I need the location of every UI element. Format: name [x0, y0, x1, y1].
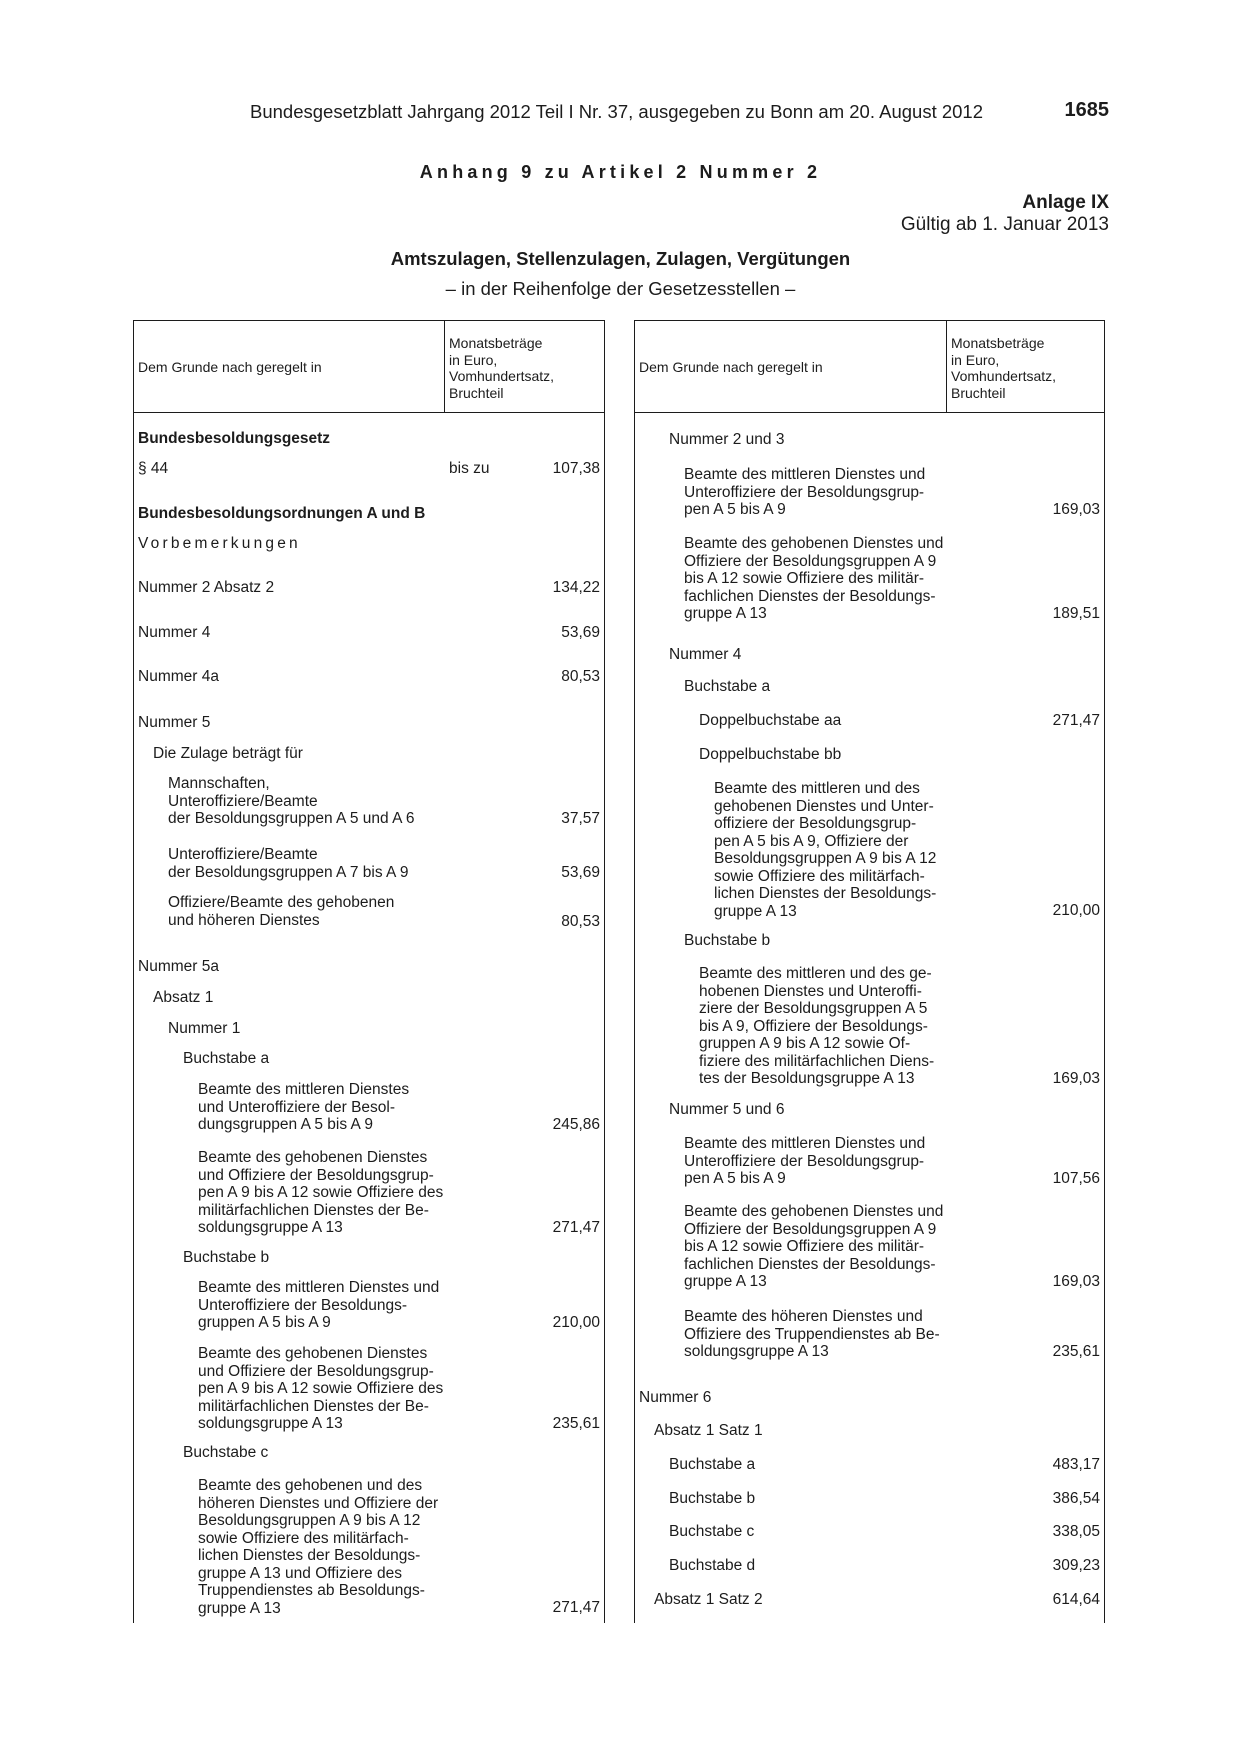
row-value: 134,22 — [552, 579, 600, 596]
row-value: 169,03 — [1052, 1273, 1100, 1290]
row-label: Buchstabe c — [669, 1523, 755, 1540]
row-label: Nummer 4a — [138, 668, 219, 685]
row-value: 614,64 — [1052, 1591, 1100, 1608]
row-label: Nummer 6 — [639, 1389, 712, 1406]
document-subtitle: – in der Reihenfolge der Gesetzesstellen – — [445, 278, 796, 299]
row-label: Nummer 4 — [669, 646, 742, 663]
row-value: 80,53 — [561, 913, 600, 930]
row-value: 53,69 — [561, 863, 600, 881]
row-label: Beamte des mittleren Dienstes und Unteroffiziere der Besol- dungsgruppen A 5 bis A 9 — [198, 1081, 410, 1133]
row-label: Nummer 5 — [138, 714, 211, 731]
row-value: 271,47 — [552, 1599, 600, 1616]
row-value: 309,23 — [1052, 1557, 1100, 1574]
row-label: Beamte des gehobenen und des höheren Dienstes und Offiziere der Besoldungsgruppen A 9 bis A 12 sowie Offiziere des militärfach- lichen Dienstes der Besoldungs- gruppe A 13 und Offiziere des Truppendienstes ab Besoldungs- gruppe A 13 — [198, 1477, 439, 1617]
row-label: Beamte des mittleren Dienstes und Unteroffiziere der Besoldungs- gruppen A 5 bis A 9 — [198, 1279, 440, 1331]
row-label: Vorbemerkungen — [138, 535, 301, 552]
row-label: Bundesbesoldungsordnungen A und B — [138, 505, 426, 522]
row-value: 210,00 — [1052, 902, 1100, 919]
anlage-label: Anlage IX — [1022, 192, 1109, 213]
column-separator — [444, 321, 445, 412]
row-label: Beamte des mittleren Dienstes und Unteroffiziere der Besoldungsgrup- pen A 5 bis A 9 — [684, 466, 926, 518]
row-label: Buchstabe c — [183, 1444, 269, 1461]
row-label: Unteroffiziere/Beamte der Besoldungsgruppen A 7 bis A 9 — [168, 846, 409, 881]
row-label: Beamte des mittleren Dienstes und Unteroffiziere der Besoldungsgrup- pen A 5 bis A 9 — [684, 1135, 926, 1187]
row-value: 245,86 — [552, 1116, 600, 1133]
row-value: 107,56 — [1052, 1170, 1100, 1187]
row-label: Nummer 1 — [168, 1020, 241, 1037]
row-value: 210,00 — [552, 1314, 600, 1331]
row-label: Offiziere/Beamte des gehobenen und höheren Dienstes — [168, 894, 395, 929]
row-value: 235,61 — [552, 1415, 600, 1432]
row-value: 169,03 — [1052, 501, 1100, 518]
row-label: Absatz 1 — [153, 989, 214, 1006]
row-label: § 44 — [138, 460, 169, 477]
page-number: 1685 — [1064, 99, 1109, 121]
row-label: Nummer 2 und 3 — [669, 431, 785, 448]
row-value: 386,54 — [1052, 1490, 1100, 1507]
row-value: 53,69 — [561, 624, 600, 641]
row-value: 235,61 — [1052, 1343, 1100, 1360]
document-title: Amtszulagen, Stellenzulagen, Zulagen, Vergütungen — [390, 248, 851, 269]
running-header: Bundesgesetzblatt Jahrgang 2012 Teil I Nr. 37, ausgegeben zu Bonn am 20. August 2012 — [250, 101, 983, 122]
row-label: Nummer 4 — [138, 624, 211, 641]
row-value: 483,17 — [1052, 1456, 1100, 1473]
row-value: 189,51 — [1052, 605, 1100, 622]
row-label: Bundesbesoldungsgesetz — [138, 430, 331, 447]
table-border — [1104, 320, 1105, 1623]
column-header-basis: Dem Grunde nach geregelt in — [639, 359, 823, 375]
row-label: Beamte des mittleren und des ge- hobenen Dienstes und Unteroffi- ziere der Besoldungsgruppen A 5 bis A 9, Offiziere der Besoldungs- gruppen A 9 bis A 12 sowie Of- fiziere des militärfachlichen Diens- tes der Besoldungsgruppe A 13 — [699, 965, 935, 1087]
row-label: Nummer 5a — [138, 958, 219, 975]
row-label: Beamte des gehobenen Dienstes und Offiziere der Besoldungsgruppen A 9 bis A 12 sowie Offiziere des militär- fachlichen Dienstes der Besoldungs- gruppe A 13 — [684, 535, 944, 622]
row-value: 107,38 — [552, 460, 600, 477]
row-label: Buchstabe a — [183, 1050, 270, 1067]
row-label: Beamte des gehobenen Dienstes und Offiziere der Besoldungsgruppen A 9 bis A 12 sowie Offiziere des militär- fachlichen Dienstes der Besoldungs- gruppe A 13 — [684, 1203, 944, 1290]
row-prefix: bis zu — [449, 460, 490, 477]
row-label: Beamte des gehobenen Dienstes und Offiziere der Besoldungsgrup- pen A 9 bis A 12 sowie Offiziere des militärfachlichen Dienstes der Be- soldungsgruppe A 13 — [198, 1345, 444, 1432]
row-label: Buchstabe b — [669, 1490, 756, 1507]
left-table — [133, 320, 605, 1623]
table-border — [604, 320, 605, 1623]
validity-date: Gültig ab 1. Januar 2013 — [900, 214, 1109, 235]
row-value: 338,05 — [1052, 1523, 1100, 1540]
row-value: 271,47 — [552, 1219, 600, 1236]
row-label: Buchstabe d — [669, 1557, 756, 1574]
row-label: Beamte des gehobenen Dienstes und Offiziere der Besoldungsgrup- pen A 9 bis A 12 sowie Offiziere des militärfachlichen Dienstes der Be- soldungsgruppe A 13 — [198, 1149, 444, 1236]
row-value: 271,47 — [1052, 712, 1100, 729]
table-header — [634, 320, 1105, 413]
row-value: 37,57 — [561, 810, 600, 827]
row-label: Doppelbuchstabe aa — [699, 712, 842, 729]
row-label: Doppelbuchstabe bb — [699, 746, 842, 763]
row-label: Absatz 1 Satz 2 — [654, 1591, 763, 1608]
row-label: Mannschaften, Unteroffiziere/Beamte der Besoldungsgruppen A 5 und A 6 — [168, 775, 415, 827]
right-table — [634, 320, 1105, 1623]
row-label: Buchstabe b — [684, 932, 771, 949]
row-label: Absatz 1 Satz 1 — [654, 1422, 763, 1439]
row-label: Beamte des mittleren und des gehobenen Dienstes und Unter- offiziere der Besoldungsgrup- pen A 5 bis A 9, Offiziere der Besoldungsgruppen A 9 bis A 12 sowie Offiziere des militärfach- lichen Dienstes der Besoldungs- gruppe A 13 — [714, 780, 937, 920]
column-separator — [946, 321, 947, 412]
row-label: Beamte des höheren Dienstes und Offiziere des Truppendienstes ab Be- soldungsgruppe A 13 — [684, 1308, 940, 1360]
row-label: Buchstabe b — [183, 1249, 270, 1266]
table-border — [634, 320, 635, 1623]
row-label: Nummer 5 und 6 — [669, 1101, 785, 1118]
table-border — [133, 320, 134, 1623]
row-label: Buchstabe a — [684, 678, 771, 695]
row-value: 169,03 — [1052, 1070, 1100, 1087]
column-header-amount: Monatsbeträge in Euro, Vomhundertsatz, Bruchteil — [951, 335, 1057, 401]
row-value: 80,53 — [561, 668, 600, 685]
row-label: Buchstabe a — [669, 1456, 756, 1473]
row-label: Nummer 2 Absatz 2 — [138, 579, 275, 596]
table-header — [133, 320, 605, 413]
column-header-amount: Monatsbeträge in Euro, Vomhundertsatz, Bruchteil — [449, 335, 555, 401]
column-header-basis: Dem Grunde nach geregelt in — [138, 359, 322, 375]
row-label: Die Zulage beträgt für — [153, 745, 303, 762]
annex-title: Anhang 9 zu Artikel 2 Nummer 2 — [419, 162, 822, 182]
